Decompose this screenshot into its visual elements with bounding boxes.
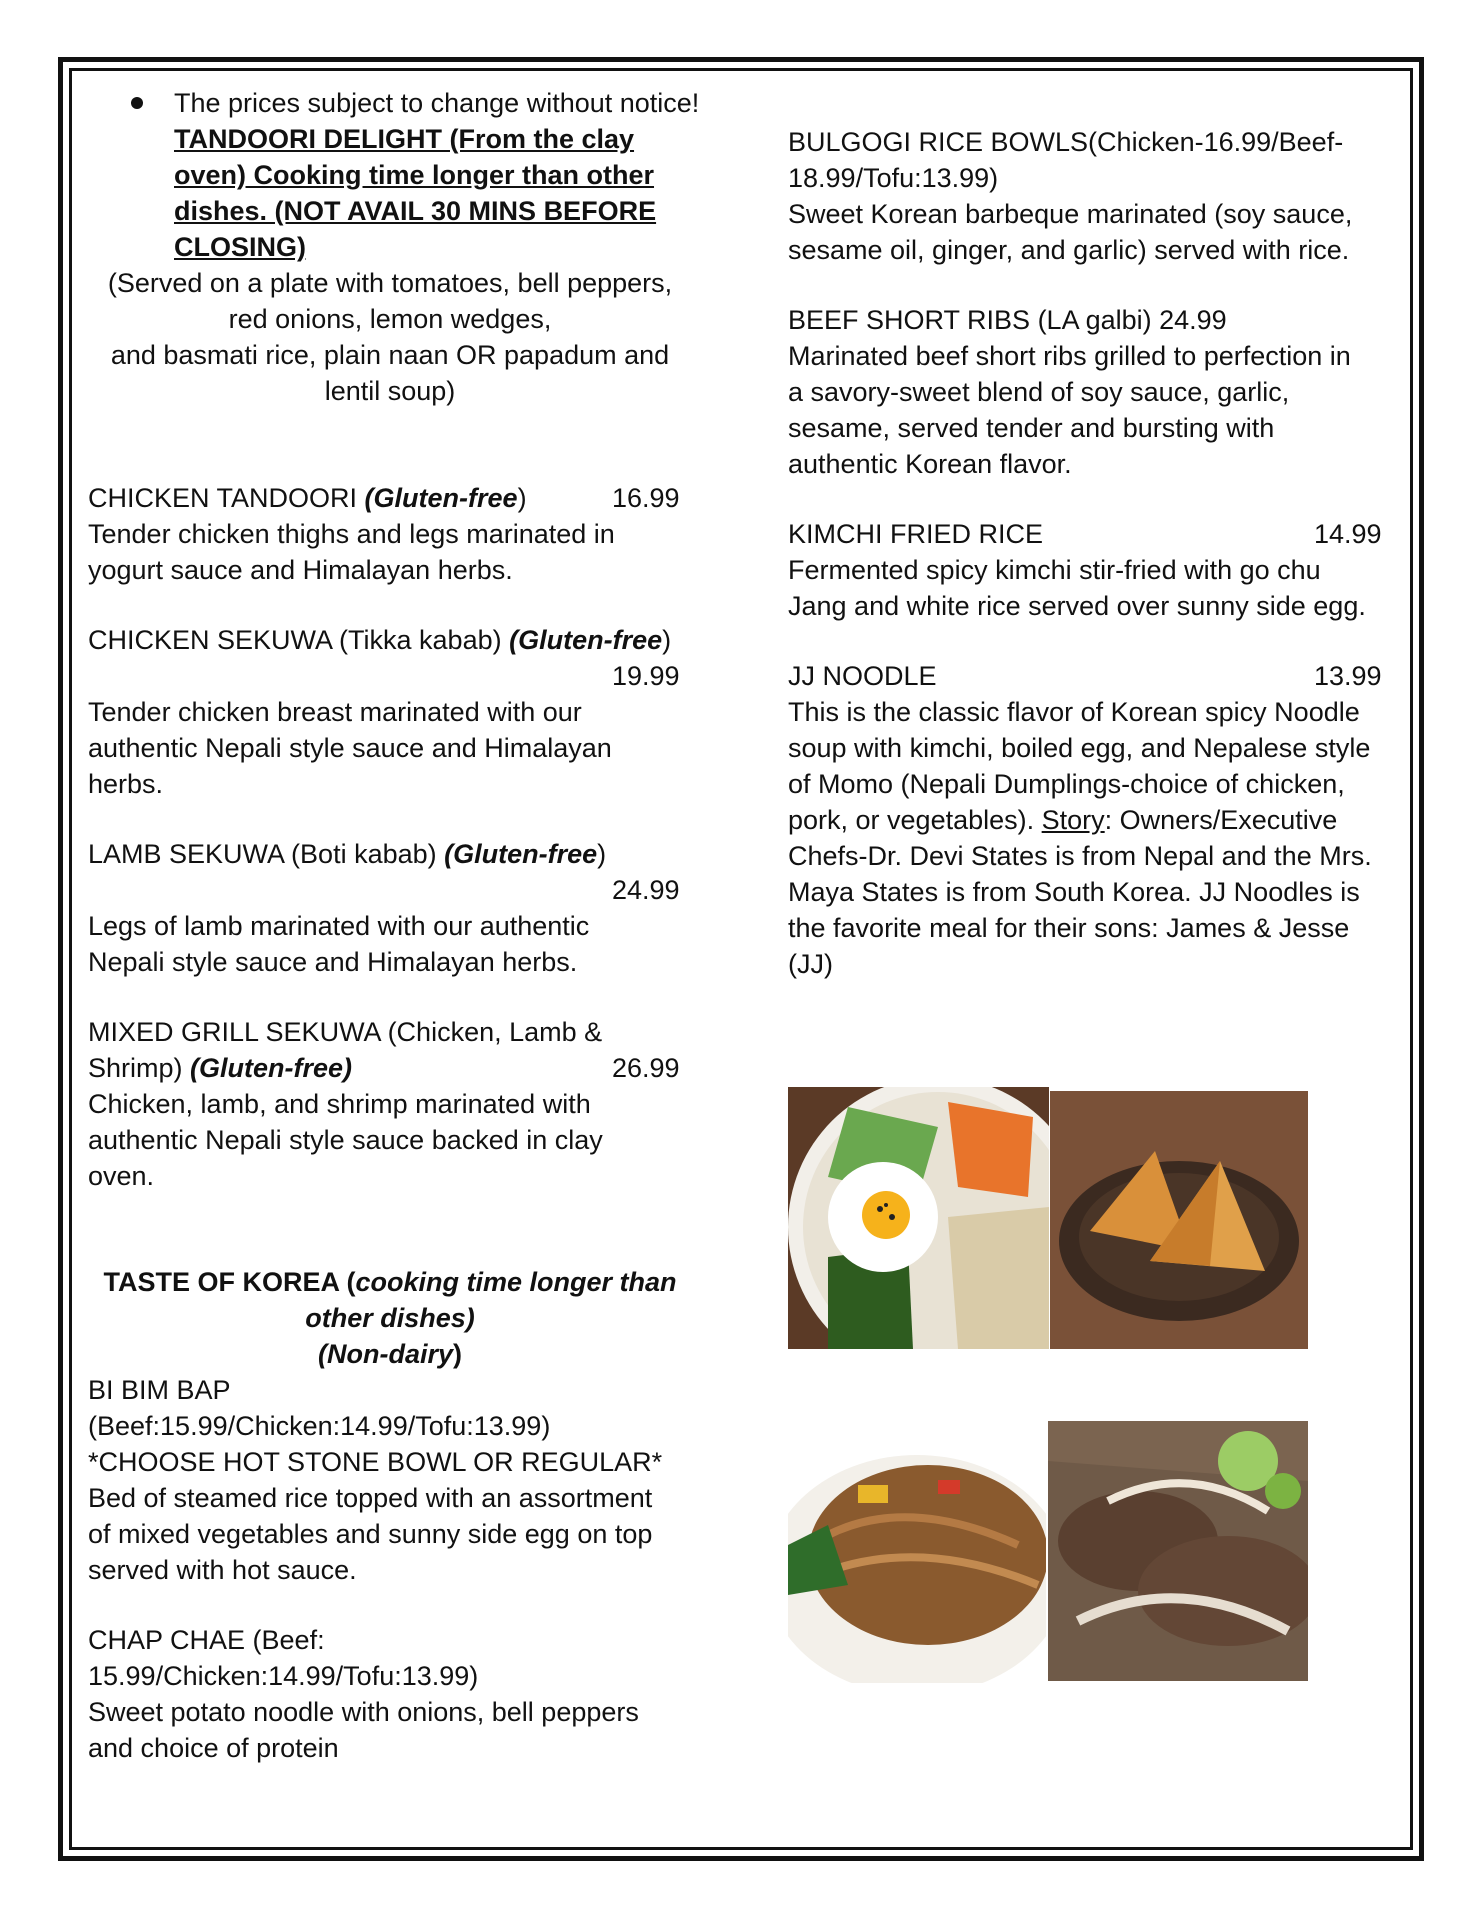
lamb-sekuwa-desc-2: Nepali style sauce and Himalayan herbs. <box>88 947 578 977</box>
bulgogi-photo <box>1048 1421 1308 1681</box>
tandoori-heading-4: CLOSING) <box>174 232 306 262</box>
bibimbap-choice: *CHOOSE HOT STONE BOWL OR REGULAR* <box>88 1447 663 1477</box>
bulgogi-line-2: 18.99/Tofu:13.99) <box>788 163 999 193</box>
chicken-tandoori-desc-1: Tender chicken thighs and legs marinated in <box>88 519 615 549</box>
short-ribs-line-5: authentic Korean flavor. <box>788 449 1072 479</box>
short-ribs-line-2: Marinated beef short ribs grilled to perfection in <box>788 341 1351 371</box>
kimchi-desc-1: Fermented spicy kimchi stir-fried with go chu <box>788 555 1321 585</box>
bibimbap-desc-1: Bed of steamed rice topped with an assortment <box>88 1483 653 1513</box>
tandoori-heading-2: oven) Cooking time longer than other <box>174 160 655 190</box>
bibimbap-prices: (Beef:15.99/Chicken:14.99/Tofu:13.99) <box>88 1411 551 1441</box>
kimchi-name: KIMCHI FRIED RICE <box>788 519 1044 549</box>
bulgogi-line-1: BULGOGI RICE BOWLS(Chicken-16.99/Beef- <box>788 127 1344 157</box>
mixed-grill-name-2: Shrimp) (Gluten-free) <box>88 1053 353 1083</box>
bulgogi-line-4: sesame oil, ginger, and garlic) served with rice. <box>788 235 1350 265</box>
jj-noodle-price: 13.99 <box>1314 661 1382 691</box>
chicken-sekuwa-desc-2: authentic Nepali style sauce and Himalayan <box>88 733 612 763</box>
bibimbap-photo <box>788 1087 1049 1349</box>
lamb-sekuwa-name: LAMB SEKUWA (Boti kabab) (Gluten-free) <box>88 839 607 869</box>
jj-noodle-desc-3: of Momo (Nepali Dumplings-choice of chicken, <box>788 769 1345 799</box>
bulgogi-line-3: Sweet Korean barbeque marinated (soy sauce, <box>788 199 1353 229</box>
served-line-1: (Served on a plate with tomatoes, bell peppers, <box>107 268 673 298</box>
chapchae-desc-2: and choice of protein <box>88 1733 339 1763</box>
chicken-tandoori-price: 16.99 <box>612 483 680 513</box>
mixed-grill-desc-3: oven. <box>88 1161 155 1191</box>
chapchae-name: CHAP CHAE (Beef: <box>88 1625 325 1655</box>
lamb-sekuwa-price: 24.99 <box>612 875 680 905</box>
chicken-sekuwa-name: CHICKEN SEKUWA (Tikka kabab) (Gluten-free) <box>88 625 672 655</box>
jj-noodle-desc-8: (JJ) <box>788 949 833 979</box>
served-line-3: and basmati rice, plain naan OR papadum and <box>110 340 670 370</box>
served-line-2: red onions, lemon wedges, <box>228 304 552 334</box>
jj-noodle-desc-5: Chefs-Dr. Devi States is from Nepal and the Mrs. <box>788 841 1372 871</box>
bibimbap-name: BI BIM BAP <box>88 1375 231 1405</box>
served-line-4: lentil soup) <box>324 376 456 406</box>
bullet-icon <box>131 97 143 109</box>
chicken-sekuwa-desc-3: herbs. <box>88 769 164 799</box>
korea-heading-3: (Non-dairy) <box>318 1339 462 1369</box>
korea-heading-2: other dishes) <box>305 1303 475 1333</box>
jj-noodle-desc-2: soup with kimchi, boiled egg, and Nepalese style <box>788 733 1371 763</box>
mixed-grill-price: 26.99 <box>612 1053 680 1083</box>
price-notice: The prices subject to change without notice! <box>174 88 700 118</box>
chicken-tandoori-name: CHICKEN TANDOORI (Gluten-free) <box>88 483 527 513</box>
short-ribs-line-1: BEEF SHORT RIBS (LA galbi) 24.99 <box>788 305 1227 335</box>
korea-heading-1: TASTE OF KOREA (cooking time longer than <box>103 1267 677 1297</box>
tandoori-heading-1: TANDOORI DELIGHT (From the clay <box>174 124 635 154</box>
bibimbap-desc-2: of mixed vegetables and sunny side egg on top <box>88 1519 653 1549</box>
mixed-grill-desc-1: Chicken, lamb, and shrimp marinated with <box>88 1089 591 1119</box>
jj-noodle-desc-1: This is the classic flavor of Korean spicy Noodle <box>788 697 1360 727</box>
jj-noodle-desc-4: pork, or vegetables). Story: Owners/Executive <box>788 805 1338 835</box>
tandoori-heading-3: dishes. (NOT AVAIL 30 MINS BEFORE <box>174 196 657 226</box>
jj-noodle-desc-7: the favorite meal for their sons: James & Jesse <box>788 913 1350 943</box>
bibimbap-desc-3: served with hot sauce. <box>88 1555 357 1585</box>
short-ribs-line-4: sesame, served tender and bursting with <box>788 413 1275 443</box>
story-label: Story <box>1041 805 1105 835</box>
chicken-sekuwa-desc-1: Tender chicken breast marinated with our <box>88 697 582 727</box>
chapchae-photo <box>788 1425 1046 1683</box>
short-ribs-line-3: a savory-sweet blend of soy sauce, garlic, <box>788 377 1290 407</box>
jj-noodle-desc-6: Maya States is from South Korea. JJ Noodles is <box>788 877 1360 907</box>
mixed-grill-desc-2: authentic Nepali style sauce backed in clay <box>88 1125 603 1155</box>
chapchae-desc-1: Sweet potato noodle with onions, bell peppers <box>88 1697 639 1727</box>
samosa-photo <box>1050 1091 1308 1349</box>
chicken-tandoori-desc-2: yogurt sauce and Himalayan herbs. <box>88 555 513 585</box>
chicken-sekuwa-price: 19.99 <box>612 661 680 691</box>
chapchae-prices: 15.99/Chicken:14.99/Tofu:13.99) <box>88 1661 479 1691</box>
mixed-grill-name-1: MIXED GRILL SEKUWA (Chicken, Lamb & <box>88 1017 603 1047</box>
kimchi-price: 14.99 <box>1314 519 1382 549</box>
jj-noodle-name: JJ NOODLE <box>788 661 937 691</box>
kimchi-desc-2: Jang and white rice served over sunny side egg. <box>788 591 1366 621</box>
lamb-sekuwa-desc-1: Legs of lamb marinated with our authentic <box>88 911 590 941</box>
